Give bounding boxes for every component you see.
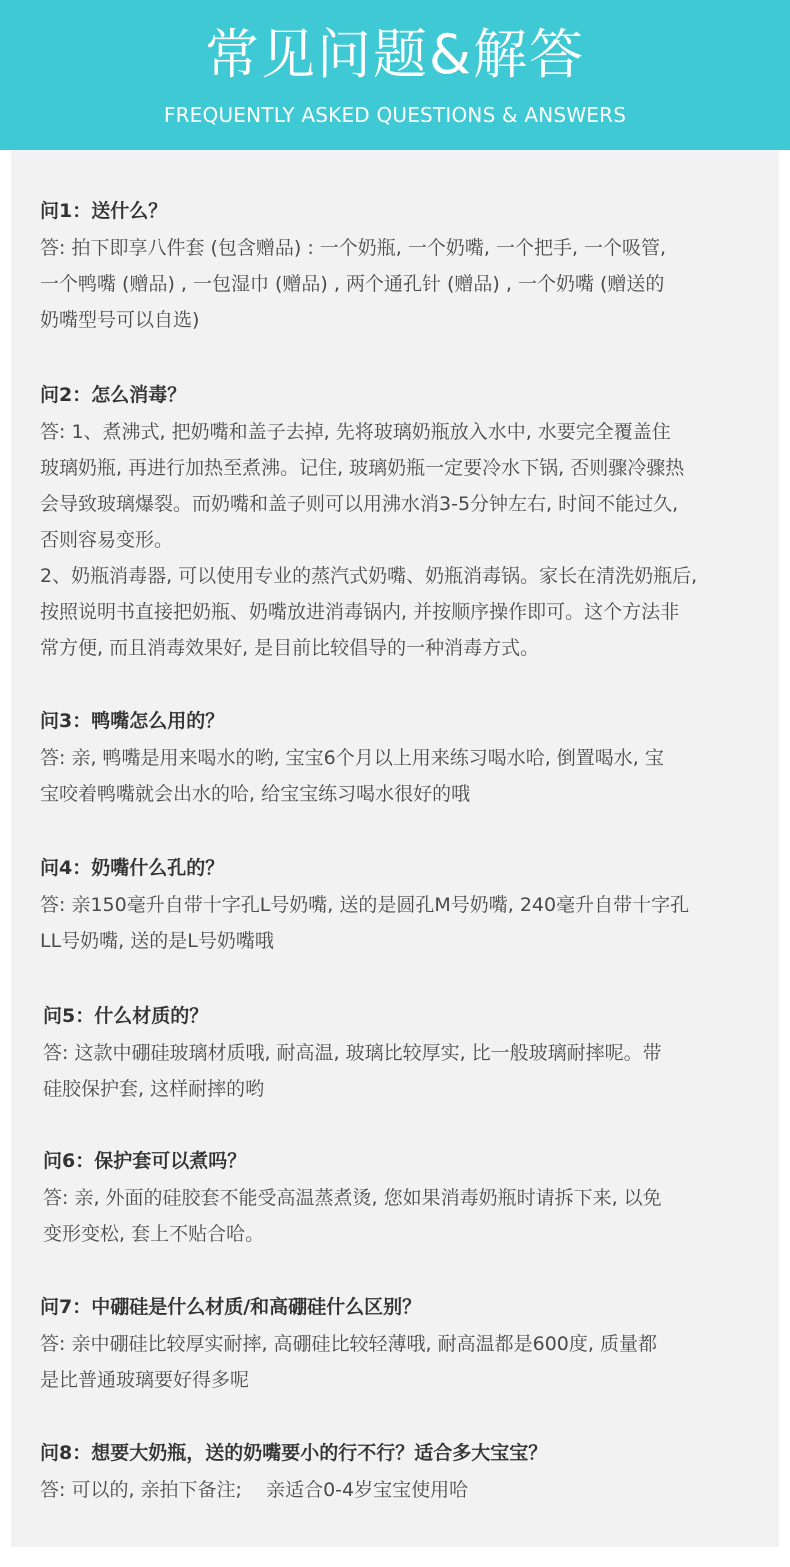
faq-answer-line: 宝咬着鸭嘴就会出水的哈, 给宝宝练习喝水很好的哦 — [40, 783, 471, 805]
faq-answer-line: 2、奶瓶消毒器, 可以使用专业的蒸汽式奶嘴、奶瓶消毒锅。家长在清洗奶瓶后, — [40, 565, 698, 587]
faq-answer-line: 是比普通玻璃要好得多呢 — [40, 1369, 250, 1391]
faq-question: 问1：送什么？ — [40, 200, 168, 222]
page-header — [0, 0, 790, 150]
faq-item-8 — [40, 1440, 760, 1508]
faq-answer-line: 答: 亲中硼硅比较厚实耐摔, 高硼硅比较轻薄哦, 耐高温都是600度, 质量都 — [40, 1333, 657, 1355]
faq-answer-line: 会导致玻璃爆裂。而奶嘴和盖子则可以用沸水消3-5分钟左右, 时间不能过久, — [40, 493, 679, 515]
page-subtitle: FREQUENTLY ASKED QUESTIONS & ANSWERS — [163, 103, 627, 127]
faq-answer-line: 答: 亲, 鸭嘴是用来喝水的哟, 宝宝6个月以上用来练习喝水哈, 倒置喝水, 宝 — [40, 747, 664, 769]
faq-question: 问6：保护套可以煮吗？ — [43, 1150, 247, 1172]
faq-answer-line: 按照说明书直接把奶瓶、奶嘴放进消毒锅内, 并按顺序操作即可。这个方法非 — [40, 601, 680, 623]
faq-answer-line: LL号奶嘴, 送的是L号奶嘴哦 — [40, 930, 274, 952]
faq-answer-line: 变形变松, 套上不贴合哈。 — [43, 1223, 265, 1245]
faq-answer-line: 一个鸭嘴 (赠品) , 一包湿巾 (赠品) , 两个通孔针 (赠品) , 一个奶嘴 (赠送的 — [40, 273, 665, 295]
faq-question: 问3：鸭嘴怎么用的？ — [40, 710, 225, 732]
faq-answer-line: 答: 亲150毫升自带十字孔L号奶嘴, 送的是圆孔M号奶嘴, 240毫升自带十字孔 — [40, 894, 690, 916]
faq-item-5 — [43, 1003, 763, 1107]
faq-answer-line: 答: 可以的, 亲拍下备注; 亲适合0-4岁宝宝使用哈 — [40, 1479, 469, 1501]
faq-answer-line: 否则容易变形。 — [40, 529, 174, 551]
faq-item-2 — [40, 382, 760, 666]
page-title: 常见问题&解答 — [204, 23, 586, 86]
faq-answer-line: 常方便, 而且消毒效果好, 是目前比较倡导的一种消毒方式。 — [40, 637, 540, 659]
faq-question: 问8：想要大奶瓶，送的奶嘴要小的行不行？适合多大宝宝？ — [40, 1442, 548, 1464]
faq-question: 问4：奶嘴什么孔的？ — [40, 857, 225, 879]
faq-item-1 — [40, 198, 760, 338]
faq-answer-line: 玻璃奶瓶, 再进行加热至煮沸。记住, 玻璃奶瓶一定要冷水下锅, 否则骤冷骤热 — [40, 457, 685, 479]
faq-answer-line: 奶嘴型号可以自选) — [40, 309, 200, 331]
faq-panel — [11, 150, 779, 1547]
faq-item-3 — [40, 708, 760, 812]
faq-question: 问7：中硼硅是什么材质/和高硼硅什么区别？ — [40, 1296, 422, 1318]
faq-item-4 — [40, 855, 760, 959]
faq-answer-line: 答: 拍下即享八件套 (包含赠品) : 一个奶瓶, 一个奶嘴, 一个把手, 一个吸管, — [40, 237, 667, 259]
faq-question: 问5：什么材质的？ — [43, 1005, 209, 1027]
faq-question: 问2：怎么消毒？ — [40, 384, 187, 406]
faq-answer-line: 答: 1、煮沸式, 把奶嘴和盖子去掉, 先将玻璃奶瓶放入水中, 水要完全覆盖住 — [40, 421, 671, 443]
faq-answer-line: 硅胶保护套, 这样耐摔的哟 — [43, 1078, 265, 1100]
faq-answer-line: 答: 这款中硼硅玻璃材质哦, 耐高温, 玻璃比较厚实, 比一般玻璃耐摔呢。带 — [43, 1042, 662, 1064]
faq-item-6 — [43, 1148, 763, 1252]
faq-item-7 — [40, 1294, 760, 1398]
faq-answer-line: 答: 亲, 外面的硅胶套不能受高温蒸煮烫, 您如果消毒奶瓶时请拆下来, 以免 — [43, 1187, 662, 1209]
